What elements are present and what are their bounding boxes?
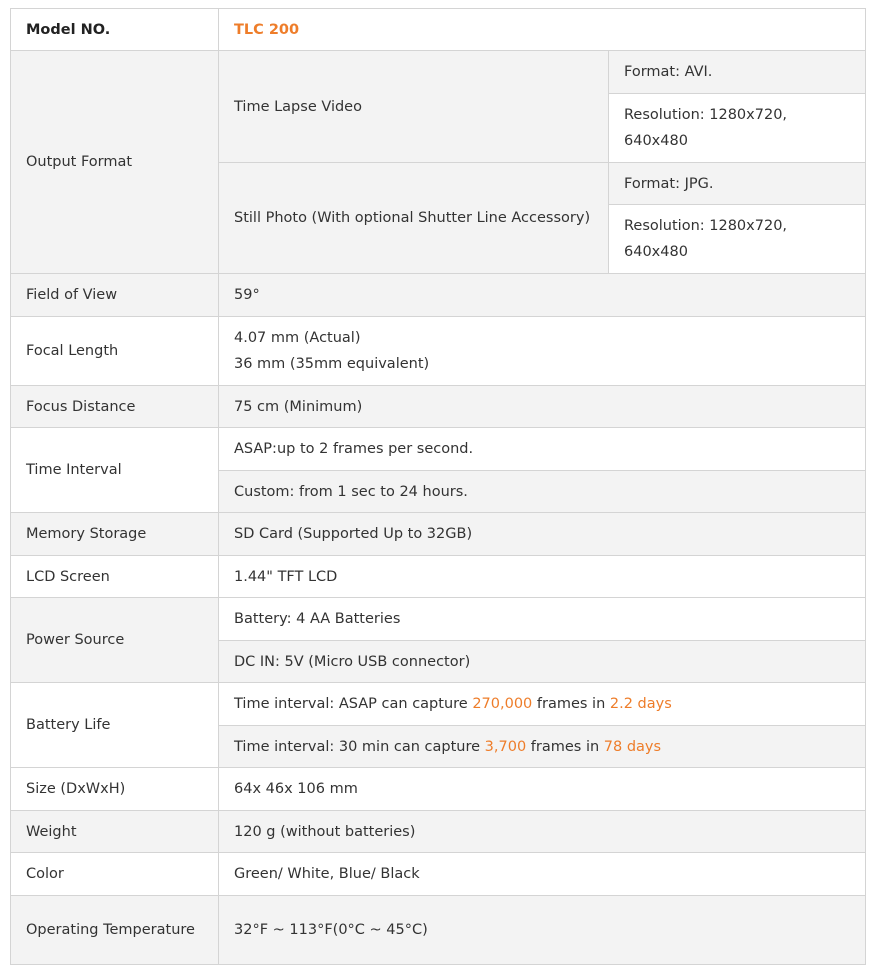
time-interval-asap: ASAP:up to 2 frames per second.	[219, 428, 866, 471]
size-value: 64x 46x 106 mm	[219, 768, 866, 811]
battery-life-row	[11, 683, 866, 726]
focus-distance-row	[11, 386, 866, 428]
memory-label: Memory Storage	[11, 513, 219, 556]
photo-label: Still Photo (With optional Shutter Line Accessory)	[219, 163, 609, 274]
fov-label: Field of View	[11, 274, 219, 317]
operating-temp-label: Operating Temperature	[11, 896, 219, 965]
lcd-value: 1.44" TFT LCD	[219, 556, 866, 598]
battery-30min-frames: 3,700	[484, 738, 527, 755]
fov-value: 59°	[219, 274, 866, 317]
power-label: Power Source	[11, 598, 219, 683]
lcd-row	[11, 556, 866, 598]
video-label: Time Lapse Video	[219, 51, 609, 163]
focal-length-actual: 4.07 mm (Actual)	[234, 330, 361, 346]
memory-row	[11, 513, 866, 556]
weight-value: 120 g (without batteries)	[219, 811, 866, 853]
time-interval-custom: Custom: from 1 sec to 24 hours.	[219, 471, 866, 513]
photo-format: Format: JPG.	[609, 163, 866, 205]
battery-30min-days: 78 days	[603, 738, 662, 755]
fov-row	[11, 274, 866, 317]
video-resolution: Resolution: 1280x720, 640x480	[609, 94, 866, 163]
battery-asap-frames: 270,000	[472, 696, 533, 712]
operating-temp-value: 32°F ~ 113°F(0°C ~ 45°C)	[219, 896, 866, 965]
battery-life-asap	[219, 683, 866, 726]
photo-resolution: Resolution: 1280x720, 640x480	[609, 205, 866, 274]
time-interval-row	[11, 428, 866, 471]
size-label: Size (DxWxH)	[11, 768, 219, 811]
battery-asap-mid: frames in	[536, 696, 606, 712]
battery-asap-prefix: Time interval: ASAP can capture	[234, 696, 468, 712]
size-row	[11, 768, 866, 811]
power-dc: DC IN: 5V (Micro USB connector)	[219, 641, 866, 683]
focal-length-row	[11, 317, 866, 386]
time-interval-label: Time Interval	[11, 428, 219, 513]
spec-table	[10, 8, 866, 965]
memory-value: SD Card (Supported Up to 32GB)	[219, 513, 866, 556]
power-row	[11, 598, 866, 641]
weight-row	[11, 811, 866, 853]
color-value: Green/ White, Blue/ Black	[219, 853, 866, 896]
lcd-label: LCD Screen	[11, 556, 219, 598]
output-format-label: Output Format	[11, 51, 219, 274]
video-format: Format: AVI.	[609, 51, 866, 94]
battery-life-label: Battery Life	[11, 683, 219, 768]
output-format-row	[11, 51, 866, 94]
model-label: Model NO.	[11, 9, 219, 51]
power-battery: Battery: 4 AA Batteries	[219, 598, 866, 641]
operating-temp-row	[11, 896, 866, 965]
model-row	[11, 9, 866, 51]
focal-length-equiv: 36 mm (35mm equivalent)	[234, 356, 430, 372]
battery-asap-days: 2.2 days	[609, 696, 672, 712]
weight-label: Weight	[11, 811, 219, 853]
battery-life-30min	[219, 726, 866, 768]
color-label: Color	[11, 853, 219, 896]
battery-30min-mid: frames in	[530, 738, 600, 755]
battery-30min-prefix: Time interval: 30 min can capture	[234, 738, 481, 755]
focal-length-label: Focal Length	[11, 317, 219, 386]
color-row	[11, 853, 866, 896]
focal-length-value	[219, 317, 866, 386]
focus-distance-value: 75 cm (Minimum)	[219, 386, 866, 428]
focus-distance-label: Focus Distance	[11, 386, 219, 428]
model-value: TLC 200	[219, 9, 866, 51]
